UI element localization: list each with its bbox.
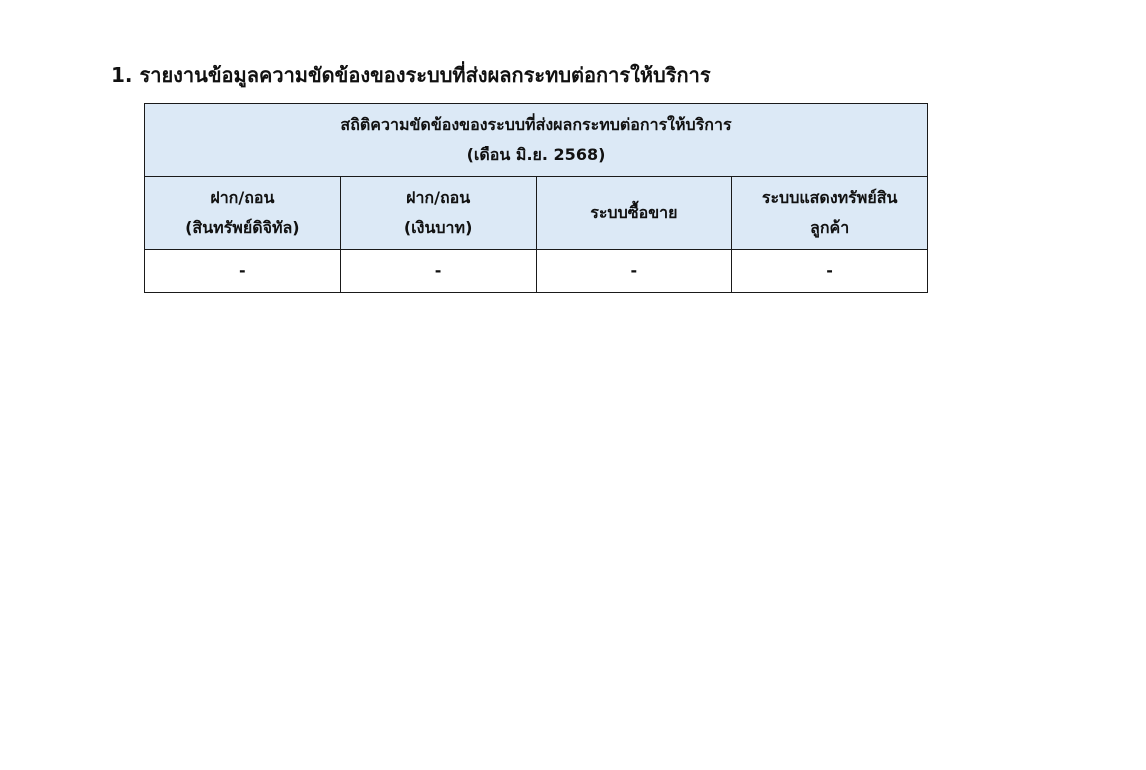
column-header-line1: ระบบแสดงทรัพย์สิน xyxy=(761,188,898,207)
column-header-line2: ลูกค้า xyxy=(810,218,850,237)
table-title-line1: สถิติความขัดข้องของระบบที่ส่งผลกระทบต่อการให้บริการ xyxy=(340,115,732,134)
table-cell: - xyxy=(536,250,732,293)
column-header-line1: ฝาก/ถอน xyxy=(406,188,471,207)
column-header-deposit-withdraw-digital-assets xyxy=(145,177,341,250)
column-header-row xyxy=(145,177,928,250)
outage-statistics-table xyxy=(144,103,928,293)
table-row xyxy=(145,250,928,293)
column-header-line2: (เงินบาท) xyxy=(403,218,473,237)
column-header-line2: (สินทรัพย์ดิจิทัล) xyxy=(185,218,300,237)
table-title-row xyxy=(145,104,928,177)
column-header-customer-asset-display xyxy=(732,177,928,250)
column-header-line1: ระบบซื้อขาย xyxy=(590,203,678,222)
column-header-trading-system xyxy=(536,177,732,250)
table-title-period: (เดือน มิ.ย. 2568) xyxy=(466,145,606,164)
table-cell: - xyxy=(340,250,536,293)
table-title xyxy=(145,104,928,177)
table-cell: - xyxy=(145,250,341,293)
column-header-deposit-withdraw-baht xyxy=(340,177,536,250)
section-heading: 1. รายงานข้อมูลความขัดข้องของระบบที่ส่งผลกระทบต่อการให้บริการ xyxy=(111,63,711,87)
table-cell: - xyxy=(732,250,928,293)
column-header-line1: ฝาก/ถอน xyxy=(210,188,275,207)
